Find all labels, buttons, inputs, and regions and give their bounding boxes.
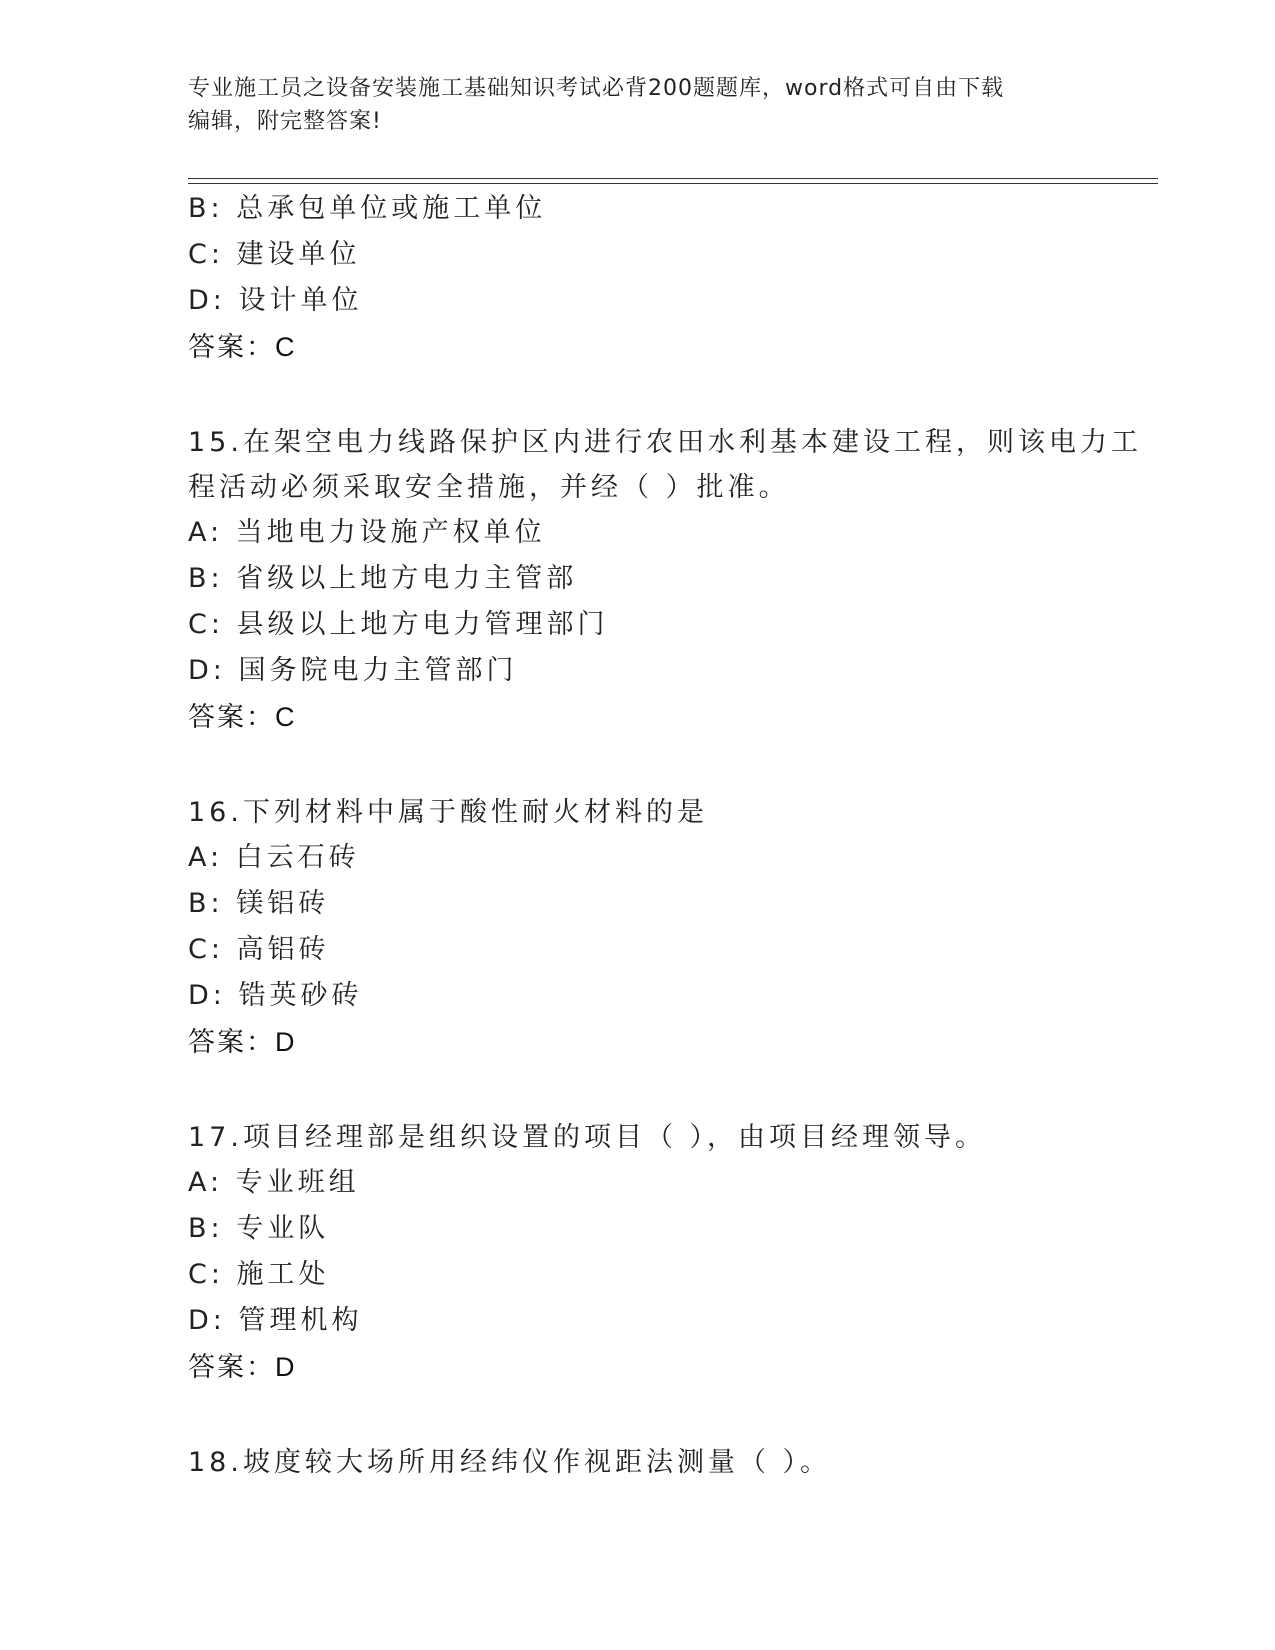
question-text-line-1: 18.坡度较大场所用经纬仪作视距法测量（ ）。 (188, 1447, 832, 1478)
question-list (188, 186, 1142, 1485)
document-header (188, 72, 1088, 138)
question-18 (188, 1440, 1088, 1485)
answer: 答案：C (188, 332, 297, 362)
option-d: D: 国务院电力主管部门 (188, 655, 518, 686)
question-15 (188, 420, 1142, 740)
question-text-line-1: 15.在架空电力线路保护区内进行农田水利基本建设工程，则该电力工 (188, 427, 1142, 458)
option-a: A: 白云石砖 (188, 842, 360, 873)
question-text-line-2: 程活动必须采取安全措施，并经（ ）批准。 (188, 472, 790, 503)
option-b: B: 专业队 (188, 1213, 330, 1244)
header-rule-bottom (188, 183, 1158, 184)
option-c: C: 高铝砖 (188, 934, 330, 965)
question-16 (188, 790, 1088, 1065)
option-b: B: 省级以上地方电力主管部 (188, 563, 578, 594)
option-c: C: 县级以上地方电力管理部门 (188, 609, 609, 640)
option-a: A: 专业班组 (188, 1167, 360, 1198)
option-d: D: 锆英砂砖 (188, 980, 363, 1011)
option-b: B: 总承包单位或施工单位 (188, 193, 547, 224)
answer: 答案：D (188, 1027, 297, 1057)
option-c: C: 施工处 (188, 1259, 330, 1290)
header-line-2: 编辑，附完整答案! (188, 109, 382, 134)
answer: 答案：D (188, 1352, 297, 1382)
header-line-1: 专业施工员之设备安装施工基础知识考试必背200题题库，word格式可自由下载 (188, 76, 1005, 101)
question-17 (188, 1115, 1088, 1390)
option-a: A: 当地电力设施产权单位 (188, 517, 546, 548)
option-d: D: 设计单位 (188, 285, 363, 316)
answer: 答案：C (188, 702, 297, 732)
question-text-line-1: 17.项目经理部是组织设置的项目（ ），由项目经理领导。 (188, 1122, 987, 1153)
header-rule-top (188, 178, 1158, 179)
option-d: D: 管理机构 (188, 1305, 363, 1336)
question-text-line-1: 16.下列材料中属于酸性耐火材料的是 (188, 797, 708, 828)
question-partial (188, 186, 1088, 370)
option-b: B: 镁铝砖 (188, 888, 330, 919)
option-c: C: 建设单位 (188, 239, 361, 270)
